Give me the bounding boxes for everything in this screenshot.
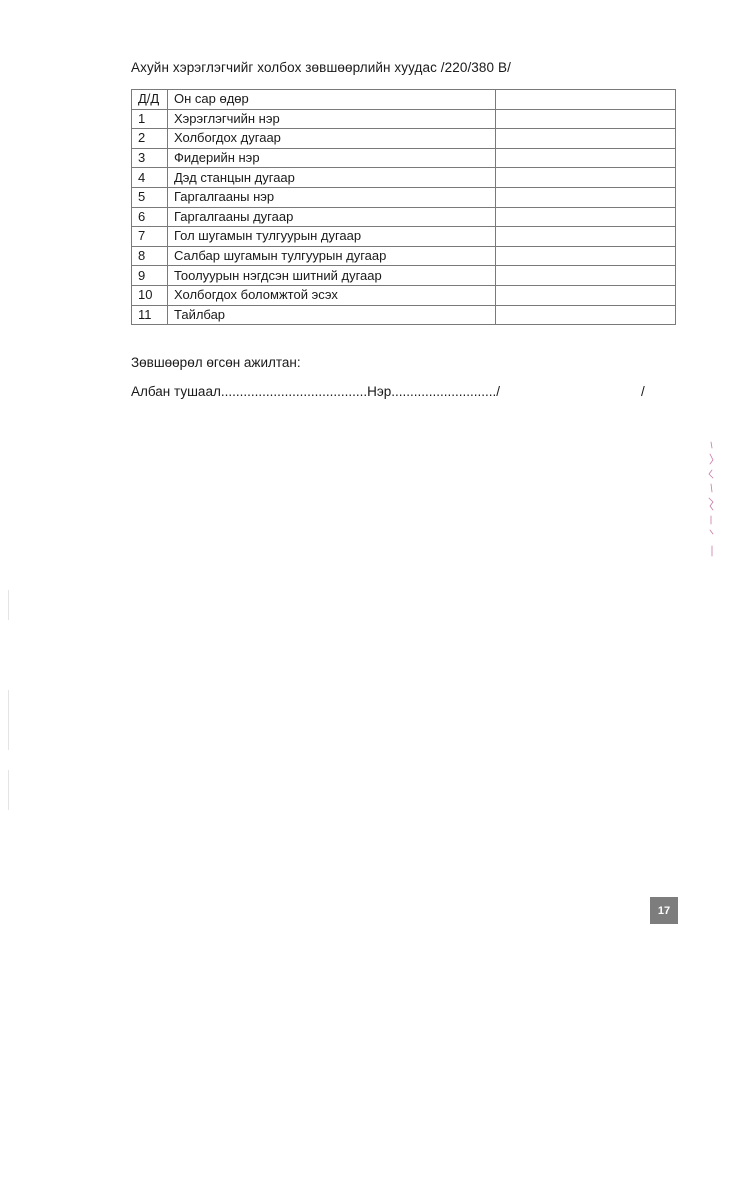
header-cell-value [496, 90, 676, 110]
row-number-cell: 6 [132, 207, 168, 227]
row-value-cell [496, 168, 676, 188]
row-label-cell: Салбар шугамын тулгуурын дугаар [168, 246, 496, 266]
table-row [132, 109, 676, 129]
row-label-cell: Хэрэглэгчийн нэр [168, 109, 496, 129]
row-value-cell [496, 207, 676, 227]
row-value-cell [496, 266, 676, 286]
page-number-badge: 17 [650, 897, 678, 924]
row-label-cell: Тоолуурын нэгдсэн шитний дугаар [168, 266, 496, 286]
row-number-cell: 11 [132, 305, 168, 325]
handwritten-signature-mark [703, 440, 719, 560]
row-number-cell: 9 [132, 266, 168, 286]
row-label-cell: Холбогдох боломжтой эсэх [168, 285, 496, 305]
header-cell-number: Д/Д [132, 90, 168, 110]
table-row [132, 168, 676, 188]
row-number-cell: 1 [132, 109, 168, 129]
row-value-cell [496, 227, 676, 247]
table-row [132, 246, 676, 266]
table-row [132, 187, 676, 207]
table-header-row [132, 90, 676, 110]
row-label-cell: Холбогдох дугаар [168, 129, 496, 149]
header-cell-date: Он сар өдөр [168, 90, 496, 110]
signature-end-slash: / [641, 384, 645, 399]
row-number-cell: 10 [132, 285, 168, 305]
scan-edge-artifact [8, 590, 9, 620]
approver-label: Зөвшөөрөл өгсөн ажилтан: [131, 355, 301, 370]
row-number-cell: 3 [132, 148, 168, 168]
page-title: Ахуйн хэрэглэгчийг холбох зөвшөөрлийн хуудас /220/380 В/ [131, 60, 511, 75]
row-label-cell: Гаргалгааны нэр [168, 187, 496, 207]
row-label-cell: Гол шугамын тулгуурын дугаар [168, 227, 496, 247]
row-number-cell: 8 [132, 246, 168, 266]
signature-line [131, 384, 671, 399]
row-label-cell: Гаргалгааны дугаар [168, 207, 496, 227]
row-number-cell: 5 [132, 187, 168, 207]
scan-edge-artifact [8, 690, 9, 750]
table-row [132, 285, 676, 305]
row-value-cell [496, 148, 676, 168]
table-row [132, 148, 676, 168]
table-row [132, 305, 676, 325]
position-name-fields: Албан тушаал.......................................Нэр............................/ [131, 384, 501, 399]
row-number-cell: 4 [132, 168, 168, 188]
permission-table [131, 89, 676, 325]
table-row [132, 129, 676, 149]
table-row [132, 227, 676, 247]
row-label-cell: Тайлбар [168, 305, 496, 325]
row-label-cell: Фидерийн нэр [168, 148, 496, 168]
row-number-cell: 2 [132, 129, 168, 149]
row-value-cell [496, 129, 676, 149]
row-label-cell: Дэд станцын дугаар [168, 168, 496, 188]
scan-edge-artifact [8, 770, 9, 810]
table-row [132, 207, 676, 227]
table-row [132, 266, 676, 286]
row-value-cell [496, 285, 676, 305]
row-value-cell [496, 187, 676, 207]
row-value-cell [496, 305, 676, 325]
row-number-cell: 7 [132, 227, 168, 247]
row-value-cell [496, 246, 676, 266]
row-value-cell [496, 109, 676, 129]
